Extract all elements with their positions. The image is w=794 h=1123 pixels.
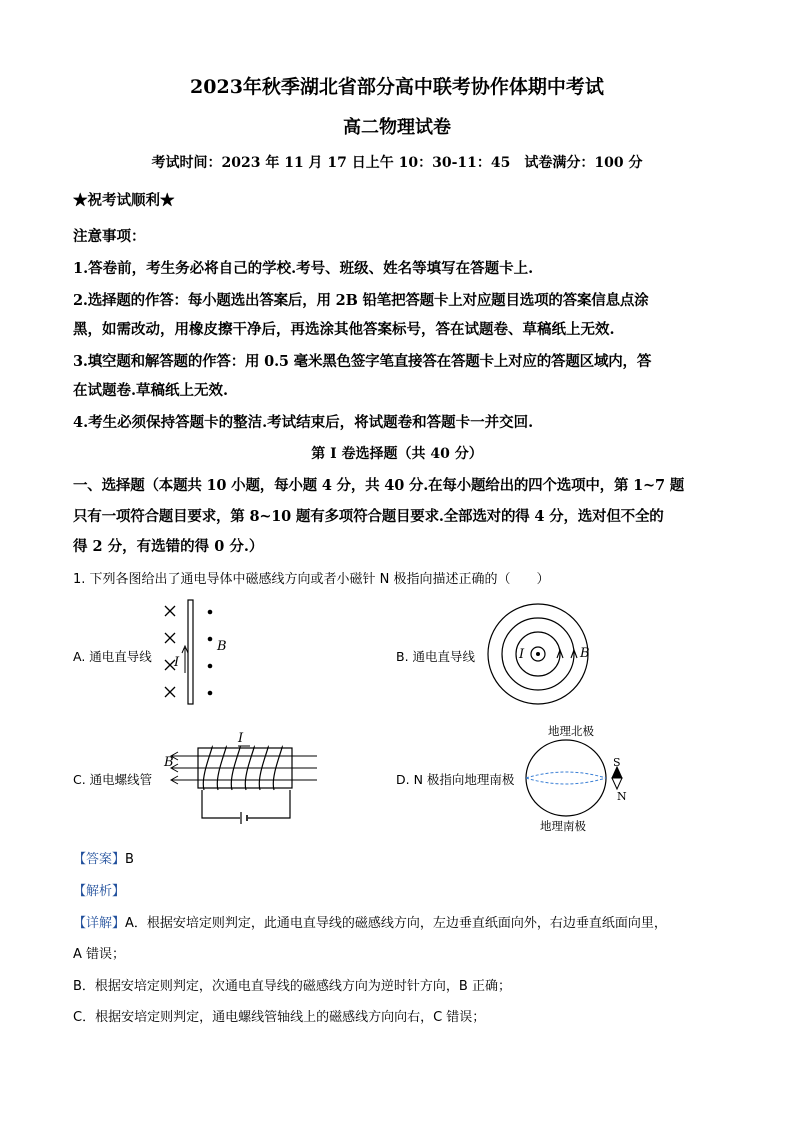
fig-b-current-label: I: [519, 647, 525, 662]
option-b-label: B. 通电直导线: [396, 649, 476, 664]
part1-title: 第 I 卷选择题（共 40 分）: [311, 446, 483, 462]
notice-item-2-line-1: 2.选择题的作答：每小题选出答案后，用 2B 铅笔把答题卡上对应题目选项的答案信息点涂: [73, 292, 649, 309]
circuit-wire: [202, 790, 290, 818]
equator-back: [526, 772, 606, 778]
notice-item-2-line-2: 黑，如需改动，用橡皮擦干净后，再选涂其他答案标号，答在试题卷、草稿纸上无效.: [73, 321, 615, 338]
globe: [526, 740, 606, 816]
wire: [188, 600, 193, 704]
detail-a-line-1: [73, 912, 667, 931]
answer-value: B: [125, 852, 134, 867]
notice-item-3-line-2: 在试题卷.草稿纸上无效.: [73, 382, 229, 399]
fig-c-field-label: B: [164, 755, 174, 770]
option-c-label: C. 通电螺线管: [73, 772, 153, 787]
notice-heading: 注意事项：: [73, 228, 146, 245]
section1-line-3: 得 2 分，有选错的得 0 分.）: [73, 538, 264, 555]
fig-c-current-label: I: [238, 731, 244, 746]
dot-marks: [208, 610, 213, 696]
compass-n-label: N: [617, 790, 627, 803]
analysis-label: 【解析】: [73, 884, 126, 899]
section1-line-2: 只有一项符合题目要求，第 8~10 题有多项符合题目要求.全部选对的得 4 分，选对但不全的: [73, 508, 664, 525]
geo-south-label: 地理南极: [540, 819, 586, 833]
exam-subtitle: 高二物理试卷: [343, 117, 451, 138]
detail-a-text: A．根据安培定则判定，此通电直导线的磁感线方向，左边垂直纸面向外，右边垂直纸面向里，: [125, 916, 667, 931]
exam-info: 考试时间：2023 年 11 月 17 日上午 10：30-11：45 试卷满分：100 分: [151, 155, 643, 171]
answer-label: 【答案】: [73, 852, 126, 867]
fig-a-current-label: I: [174, 655, 180, 670]
detail-b: B．根据安培定则判定，次通电直导线的磁感线方向为逆时针方向，B 正确；: [73, 979, 511, 994]
figure-c-solenoid: [162, 728, 322, 828]
figure-b-concentric-field: [486, 600, 596, 710]
section1-line-1: 一、选择题（本题共 10 小题，每小题 4 分，共 40 分.在每小题给出的四个选项中，第 1~7 题: [73, 477, 685, 494]
question-1-stem: 1. 下列各图给出了通电导体中磁感线方向或者小磁针 N 极指向描述正确的（ ）: [73, 572, 550, 587]
detail-a-line-2: A 错误；: [73, 947, 126, 962]
figure-d-earth: [524, 738, 634, 820]
geo-north-label: 地理北极: [548, 724, 594, 738]
notice-item-4: 4.考生必须保持答题卡的整洁.考试结束后，将试题卷和答题卡一并交回.: [73, 414, 534, 431]
figure-a-straight-wire: [155, 598, 235, 708]
notice-item-1: 1.答卷前，考生务必将自己的学校.考号、班级、姓名等填写在答题卡上.: [73, 260, 534, 277]
equator-front: [526, 778, 606, 784]
fig-b-field-label: B: [580, 646, 590, 661]
cross-marks: [165, 606, 175, 697]
blessing: ★祝考试顺利★: [73, 192, 175, 209]
compass-s-label: S: [613, 756, 621, 769]
detail-c: C．根据安培定则判定，通电螺线管轴线上的磁感线方向向右，C 错误；: [73, 1010, 486, 1025]
option-a-label: A. 通电直导线: [73, 649, 152, 664]
option-d-label: D. N 极指向地理南极: [396, 772, 515, 787]
exam-title: 2023年秋季湖北省部分高中联考协作体期中考试: [190, 76, 604, 98]
fig-a-field-label: B: [217, 639, 227, 654]
answer-line: [73, 848, 134, 867]
field-lines: [171, 752, 317, 784]
notice-item-3-line-1: 3.填空题和解答题的作答：用 0.5 毫米黑色签字笔直接答在答题卡上对应的答题区域内，答: [73, 353, 652, 370]
detail-label: 【详解】: [73, 916, 126, 931]
